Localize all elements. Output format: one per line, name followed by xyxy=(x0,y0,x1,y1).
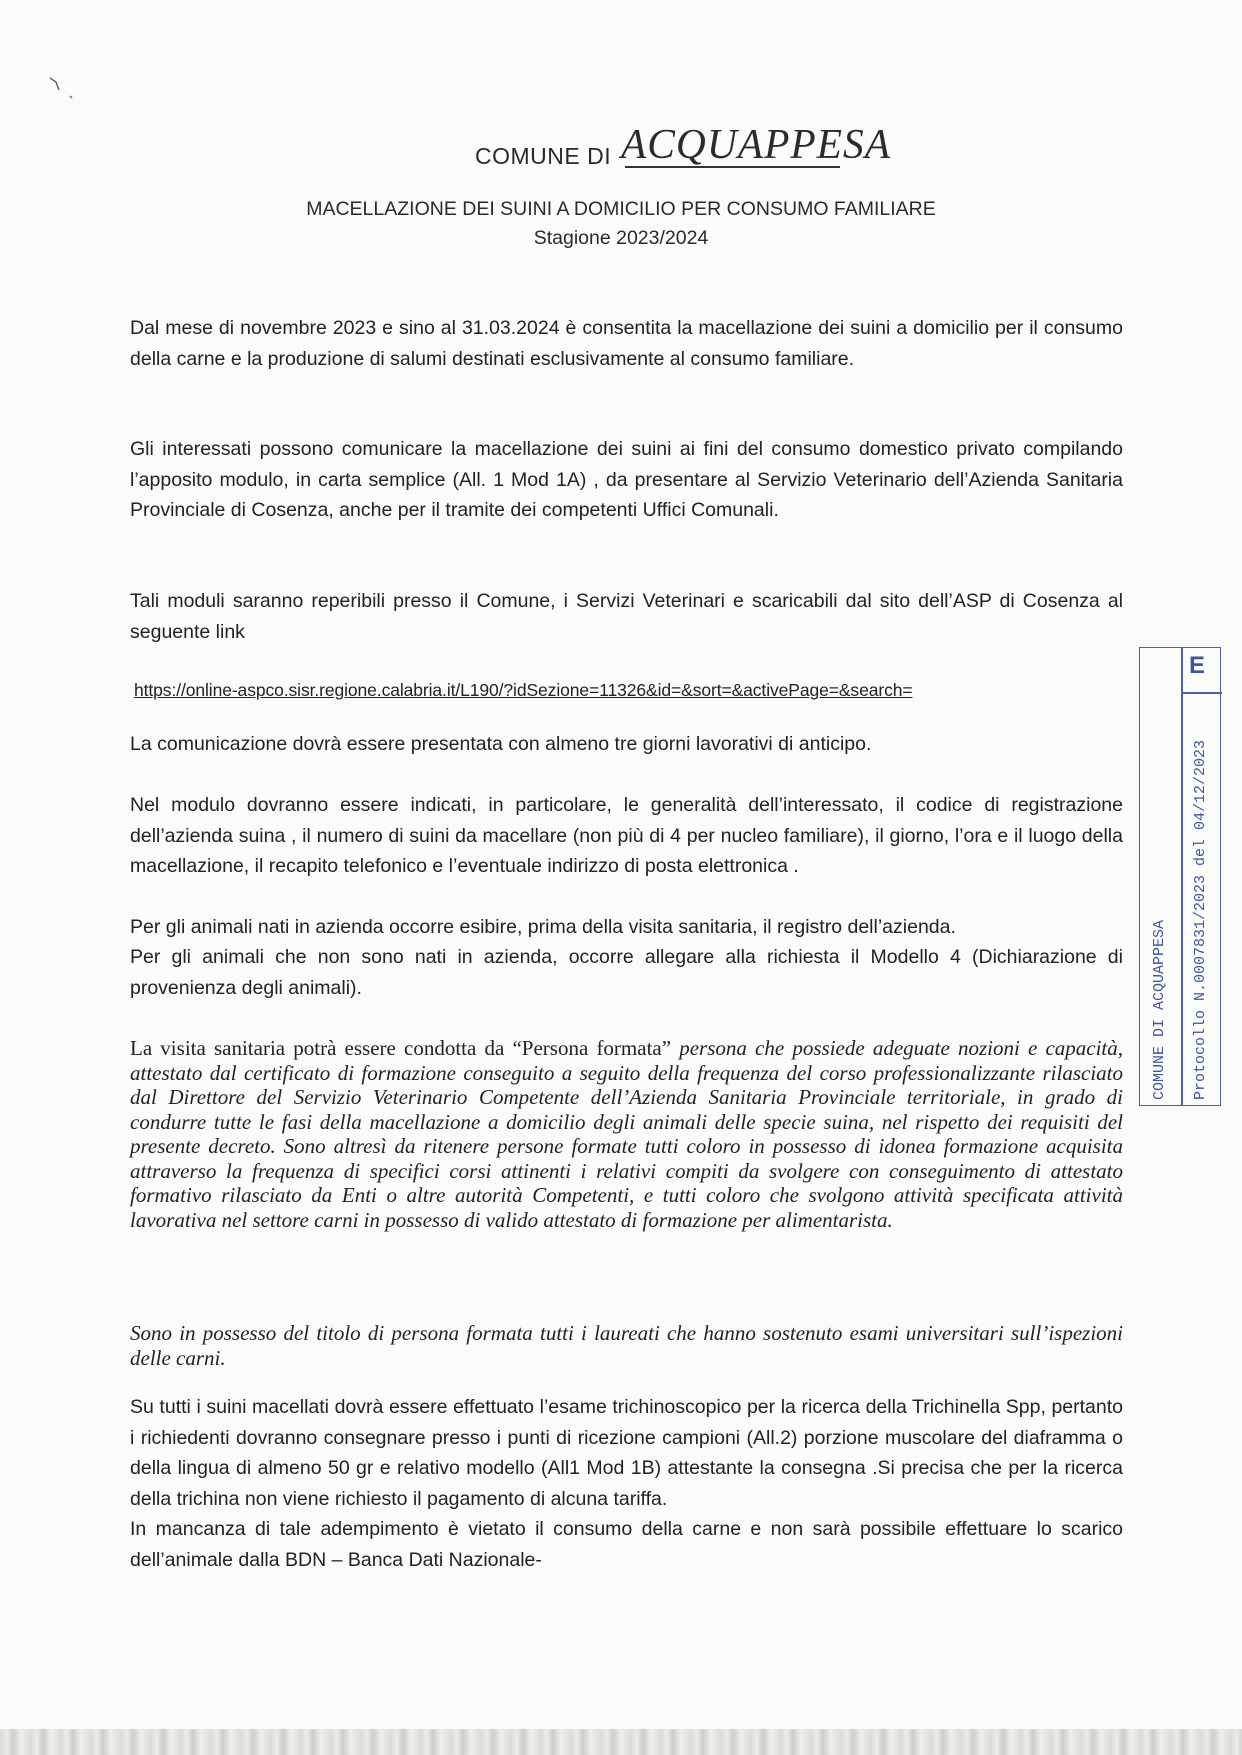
document-title: MACELLAZIONE DEI SUINI A DOMICILIO PER CONSUMO FAMILIARE xyxy=(306,198,936,220)
paragraph-born-animals: Per gli animali nati in azienda occorre esibire, prima della visita sanitaria, il registro dell’azienda. xyxy=(130,916,956,938)
svg-text:ACQUAPPESA: ACQUAPPESA xyxy=(618,122,891,168)
stamp-letter-divider xyxy=(1181,692,1222,694)
stamp-comune: COMUNE DI ACQUAPPESA xyxy=(1151,919,1168,1100)
document-season: Stagione 2023/2024 xyxy=(533,227,709,249)
stamp-protocol-number: Protocollo N.0007831/2023 del 04/12/2023 xyxy=(1192,739,1209,1100)
paragraph-period: Dal mese di novembre 2023 e sino al 31.03.2024 è consentita la macellazione dei suini a domicilio per il consumo della carne e la produzione di salumi destinati esclusivamente al consumo familiare. xyxy=(130,317,1123,370)
paragraph-trained-person xyxy=(130,1036,1123,1232)
paragraph-trained-person-intro: La visita sanitaria potrà essere condotta da “Persona formata” xyxy=(130,1036,672,1060)
paragraph-graduates xyxy=(130,1321,1123,1370)
paragraph-trichinella: Su tutti i suini macellati dovrà essere effettuato l’esame trichinoscopico per la ricerca della Trichinella Spp, pertanto i richiedenti dovranno consegnare presso i punti di ricezione campioni (All.2) porzione muscolare del diaframma o della lingua di almeno 50 gr e relativo modello (All1 Mod 1B) attestante la consegna .Si precisa che per la ricerca della trichina non viene richiesto il pagamento di alcuna tariffa. xyxy=(130,1396,1123,1510)
paragraph-graduates-text: Sono in possesso del titolo di persona formata tutti i laureati che hanno sostenuto esami universitari sull’ispezioni delle carni. xyxy=(130,1321,1123,1370)
paragraph-trained-person-definition: persona che possiede adeguate nozioni e capacità, attestato dal certificato di formazione conseguito a seguito della frequenza del corso professionalizzante rilasciato dal Direttore del Servizio Veterinario Competente dell’Azienda Sanitaria Provinciale territoriale, in grado di condurre tutte le fasi della macellazione a domicilio degli animali delle specie suina, nel rispetto dei requisiti del presente decreto. Sono altresì da ritenere persone formate tutti coloro in possesso di idonea formazione acquisita attraverso la frequenza di specifici corsi attinenti i relativi compiti da svolgere con conseguimento di attestato formativo rilasciato da Enti o altre autorità Competenti, e tutti coloro che svolgono attività specificata attività lavorativa nel settore carni in possesso di valido attestato di formazione per alimentarista. xyxy=(130,1036,1124,1232)
protocol-stamp xyxy=(1139,647,1221,1106)
comune-label: COMUNE DI xyxy=(475,143,612,169)
paragraph-module-contents: Nel modulo dovranno essere indicati, in particolare, le generalità dell’interessato, il codice di registrazione dell’azienda suina , il numero di suini da macellare (non più di 4 per nucleo familiare), il giorno, l’ora e il luogo della macellazione, il recapito telefonico e l’eventuale indirizzo di posta elettronica . xyxy=(130,794,1123,877)
paragraph-notice: La comunicazione dovrà essere presentata con almeno tre giorni lavorativi di anticipo. xyxy=(130,733,872,755)
scan-edge xyxy=(0,1729,1242,1755)
paragraph-other-animals: Per gli animali che non sono nati in azienda, occorre allegare alla richiesta il Modello 4 (Dichiarazione di provenienza degli animali). xyxy=(130,946,1123,999)
comune-handwritten-name xyxy=(615,118,915,172)
paragraph-communication: Gli interessati possono comunicare la macellazione dei suini ai fini del consumo domestico privato compilando l’apposito modulo, in carta semplice (All. 1 Mod 1A) , da presentare al Servizio Veterinario dell’Azienda Sanitaria Provinciale di Cosenza, anche per il tramite dei competenti Uffici Comunali. xyxy=(130,438,1123,521)
paragraph-modules: Tali moduli saranno reperibili presso il Comune, i Servizi Veterinari e scaricabili dal sito dell’ASP di Cosenza al seguente link xyxy=(130,590,1123,643)
comune-header xyxy=(475,120,935,176)
stamp-divider xyxy=(1181,648,1183,1105)
paragraph-consequence: In mancanza di tale adempimento è vietato il consumo della carne e non sarà possibile effettuare lo scarico dell’animale dalla BDN – Banca Dati Nazionale- xyxy=(130,1518,1123,1571)
asp-download-link[interactable]: https://online-aspco.sisr.regione.calabria.it/L190/?idSezione=11326&id=&sort=&activePage=&search= xyxy=(134,680,913,700)
stamp-letter: E xyxy=(1189,652,1206,679)
scan-speck xyxy=(46,74,80,104)
